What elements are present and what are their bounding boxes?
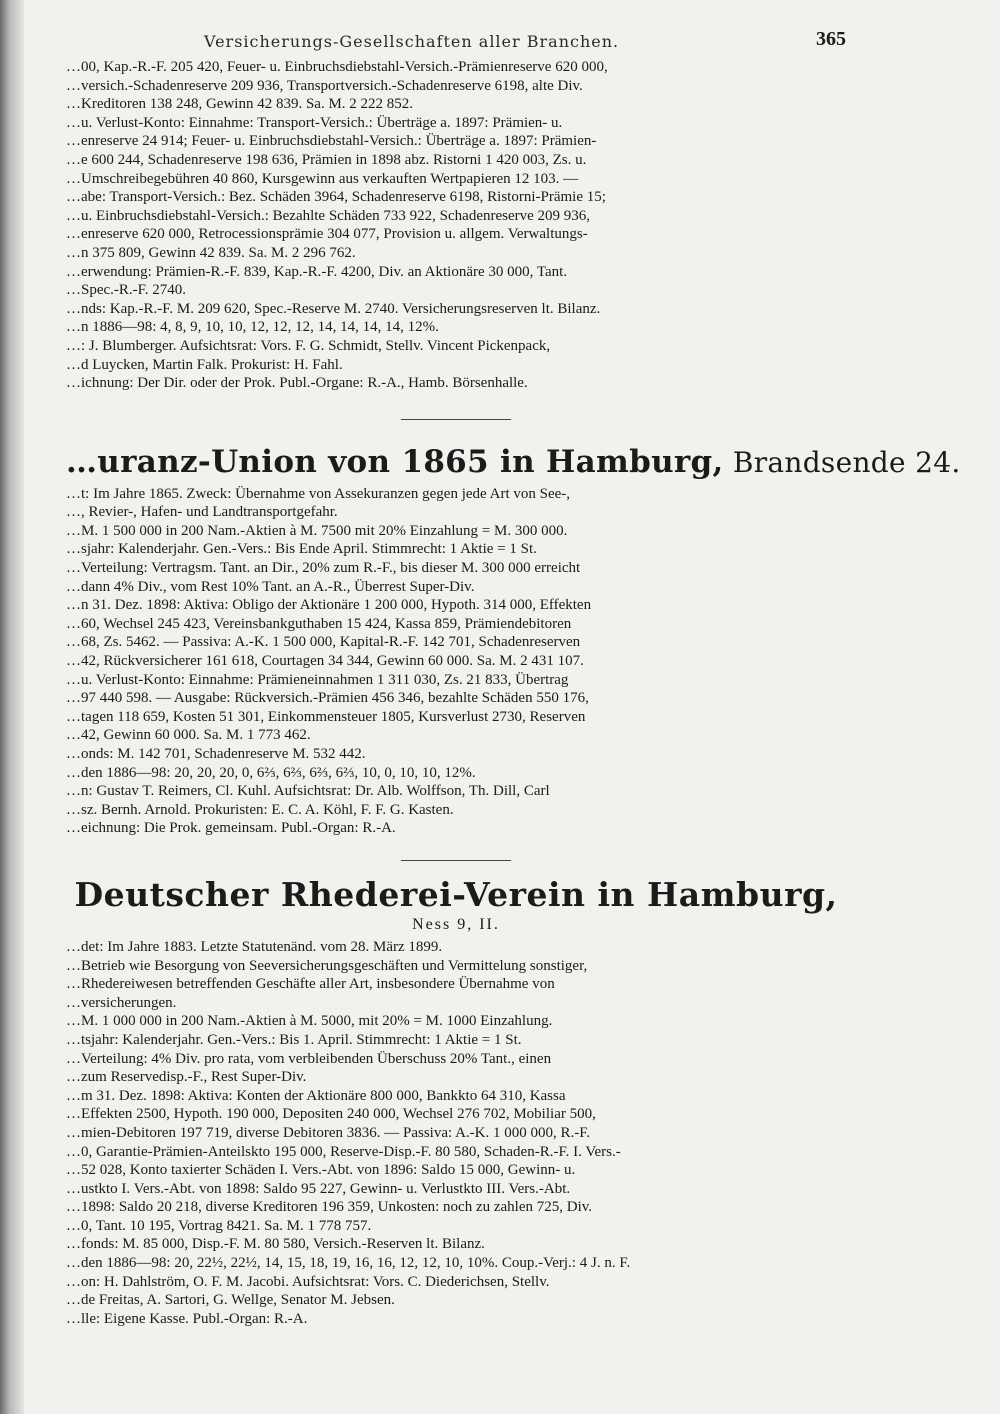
text-line: …tagen 118 659, Kosten 51 301, Einkommensteuer 1805, Kursverlust 2730, Reserven (66, 708, 586, 725)
text-line: …Kreditoren 138 248, Gewinn 42 839. Sa. M. 2 222 852. (66, 96, 414, 113)
text-line: …t: Im Jahre 1865. Zweck: Übernahme von Assekuranzen gegen jede Art von See-, (66, 485, 571, 502)
binding-shadow (0, 0, 24, 1414)
text-line: …de Freitas, A. Sartori, G. Wellge, Senator M. Jebsen. (66, 1292, 395, 1309)
text-line: …sz. Bernh. Arnold. Prokuristen: E. C. A. Köhl, F. F. G. Kasten. (66, 801, 454, 818)
section-2-lines (66, 485, 846, 838)
text-line: …n 31. Dez. 1898: Aktiva: Obligo der Aktionäre 1 200 000, Hypoth. 314 000, Effekten (66, 597, 592, 614)
text-line: …mien-Debitoren 197 719, diverse Debitoren 3836. — Passiva: A.-K. 1 000 000, R.-F. (66, 1124, 591, 1141)
text-line: …enreserve 24 914; Feuer- u. Einbruchsdiebstahl-Versich.: Überträge a. 1897: Prämien- (66, 133, 597, 150)
text-line: …Verteilung: Vertragsm. Tant. an Dir., 20% zum R.-F., bis dieser M. 300 000 erreicht (66, 560, 581, 577)
text-line: …dann 4% Div., vom Rest 10% Tant. an A.-R., Überrest Super-Div. (66, 578, 475, 595)
text-line: …M. 1 000 000 in 200 Nam.-Aktien à M. 5000, mit 20% = M. 1000 Einzahlung. (66, 1013, 553, 1030)
section-2-body (66, 485, 846, 838)
text-line: …n 375 809, Gewinn 42 839. Sa. M. 2 296 762. (66, 244, 356, 261)
text-line: …u. Verlust-Konto: Einnahme: Transport-Versich.: Überträge a. 1897: Prämien- u. (66, 114, 563, 131)
text-line: …u. Verlust-Konto: Einnahme: Prämieneinnahmen 1 311 030, Zs. 21 833, Übertrag (66, 671, 569, 688)
text-line: …52 028, Konto taxierter Schäden I. Vers.-Abt. von 1896: Saldo 15 000, Gewinn- u. (66, 1162, 576, 1179)
running-head (66, 28, 846, 58)
text-line: …e 600 244, Schadenreserve 198 636, Prämien in 1898 abz. Ristorni 1 420 003, Zs. u. (66, 151, 587, 168)
text-line: …Rhedereiwesen betreffenden Geschäfte aller Art, insbesondere Übernahme von (66, 976, 555, 993)
text-line: …den 1886—98: 20, 20, 20, 0, 6⅔, 6⅔, 6⅔, 6⅔, 10, 0, 10, 10, 12%. (66, 764, 476, 781)
company-address: Brandsende 24. (723, 445, 961, 479)
text-line: …versicherungen. (66, 994, 177, 1011)
text-line: …Effekten 2500, Hypoth. 190 000, Depositen 240 000, Wechsel 276 702, Mobiliar 500, (66, 1106, 596, 1123)
company-address: Ness 9, II. (412, 915, 500, 933)
text-line: …d Luycken, Martin Falk. Prokurist: H. Fahl. (66, 356, 343, 373)
text-line: …42, Gewinn 60 000. Sa. M. 1 773 462. (66, 727, 311, 744)
text-line: …versich.-Schadenreserve 209 936, Transportversich.-Schadenreserve 6198, alte Div. (66, 77, 583, 94)
text-line: …tsjahr: Kalenderjahr. Gen.-Vers.: Bis 1. April. Stimmrecht: 1 Aktie = 1 St. (66, 1031, 522, 1048)
text-line: …erwendung: Prämien-R.-F. 839, Kap.-R.-F. 4200, Div. an Aktionäre 30 000, Tant. (66, 263, 568, 280)
section-divider (401, 419, 511, 420)
text-line: …0, Garantie-Prämien-Anteilskto 195 000, Reserve-Disp.-F. 80 580, Schaden-R.-F. I. Vers.- (66, 1143, 621, 1160)
text-line: …det: Im Jahre 1883. Letzte Statutenänd. vom 28. März 1899. (66, 938, 443, 955)
text-line: …68, Zs. 5462. — Passiva: A.-K. 1 500 000, Kapital-R.-F. 142 701, Schadenreserven (66, 634, 581, 651)
section-1-continuation (66, 58, 846, 393)
page-number: 365 (816, 28, 846, 50)
text-line: …u. Einbruchsdiebstahl-Versich.: Bezahlte Schäden 733 922, Schadenreserve 209 936, (66, 207, 591, 224)
text-line: …1898: Saldo 20 218, diverse Kreditoren 196 359, Unkosten: noch zu zahlen 725, Div. (66, 1199, 593, 1216)
text-line: …, Revier-, Hafen- und Landtransportgefahr. (66, 504, 338, 521)
text-line: …eichnung: Die Prok. gemeinsam. Publ.-Organ: R.-A. (66, 820, 396, 837)
text-line: …den 1886—98: 20, 22½, 22½, 14, 15, 18, 19, 16, 16, 12, 12, 10, 10%. Coup.-Verj.: 4 J. n. F. (66, 1255, 631, 1272)
opposite-page-gutter (24, 0, 66, 1414)
text-line: …onds: M. 142 701, Schadenreserve M. 532 442. (66, 746, 366, 762)
text-line: …n: Gustav T. Reimers, Cl. Kuhl. Aufsichtsrat: Dr. Alb. Wolffson, Th. Dill, Carl (66, 783, 550, 800)
section-3-lines (66, 938, 846, 1328)
running-head-title: Versicherungs-Gesellschaften aller Branchen. (204, 32, 620, 51)
page-content (66, 28, 961, 1328)
text-line: …60, Wechsel 245 423, Vereinsbankguthaben 15 424, Kassa 859, Prämiendebitoren (66, 615, 572, 632)
text-line: …zum Reservedisp.-F., Rest Super-Div. (66, 1069, 307, 1086)
text-line: …42, Rückversicherer 161 618, Courtagen 34 344, Gewinn 60 000. Sa. M. 2 431 107. (66, 653, 584, 670)
text-line: …M. 1 500 000 in 200 Nam.-Aktien à M. 7500 mit 20% Einzahlung = M. 300 000. (66, 522, 568, 539)
text-line: …abe: Transport-Versich.: Bez. Schäden 3964, Schadenreserve 6198, Ristorni-Prämie 15; (66, 189, 606, 206)
text-line: …nds: Kap.-R.-F. M. 209 620, Spec.-Reserve M. 2740. Versicherungsreserven lt. Bilanz. (66, 300, 601, 317)
text-line: …lle: Eigene Kasse. Publ.-Organ: R.-A. (66, 1310, 308, 1327)
text-line: …Verteilung: 4% Div. pro rata, vom verbleibenden Überschuss 20% Tant., einen (66, 1050, 552, 1067)
text-line: …ustkto I. Vers.-Abt. von 1898: Saldo 95 227, Gewinn- u. Verlustkto III. Vers.-Abt. (66, 1180, 571, 1197)
text-line: …00, Kap.-R.-F. 205 420, Feuer- u. Einbruchsdiebstahl-Versich.-Prämienreserve 620 000, (66, 59, 608, 75)
text-line: …sjahr: Kalenderjahr. Gen.-Vers.: Bis Ende April. Stimmrecht: 1 Aktie = 1 St. (66, 541, 537, 558)
text-line: …on: H. Dahlström, O. F. M. Jacobi. Aufsichtsrat: Vors. C. Diederichsen, Stellv. (66, 1273, 550, 1290)
section-3-body (66, 938, 846, 1328)
text-line: …fonds: M. 85 000, Disp.-F. M. 80 580, Versich.-Reserven lt. Bilanz. (66, 1236, 485, 1253)
company-heading-assekuranz-union (66, 443, 961, 480)
section-1-lines (66, 58, 846, 393)
text-line: …n 1886—98: 4, 8, 9, 10, 10, 12, 12, 12, 14, 14, 14, 14, 12%. (66, 319, 439, 336)
text-line: …97 440 598. — Ausgabe: Rückversich.-Prämien 456 346, bezahlte Schäden 550 176, (66, 690, 589, 707)
text-line: …ichnung: Der Dir. oder der Prok. Publ.-Organe: R.-A., Hamb. Börsenhalle. (66, 375, 528, 392)
text-line: …Spec.-R.-F. 2740. (66, 282, 187, 299)
text-line: …Umschreibegebühren 40 860, Kursgewinn aus verkauften Wertpapieren 12 103. — (66, 170, 579, 187)
text-line: …0, Tant. 10 195, Vortrag 8421. Sa. M. 1 778 757. (66, 1217, 372, 1234)
text-line: …enreserve 620 000, Retrocessionsprämie 304 077, Provision u. allgem. Verwaltungs- (66, 226, 588, 243)
text-line: …Betrieb wie Besorgung von Seeversicherungsgeschäften und Vermittelung sonstiger, (66, 957, 588, 974)
section-divider (401, 860, 511, 861)
company-heading-rhederei-verein: Deutscher Rhederei-Verein in Hamburg, (74, 874, 838, 914)
company-name: …uranz-Union von 1865 in Hamburg, (66, 443, 724, 480)
text-line: …m 31. Dez. 1898: Aktiva: Konten der Aktionäre 800 000, Bankkto 64 310, Kassa (66, 1087, 566, 1104)
text-line: …: J. Blumberger. Aufsichtsrat: Vors. F. G. Schmidt, Stellv. Vincent Pickenpack, (66, 337, 551, 354)
